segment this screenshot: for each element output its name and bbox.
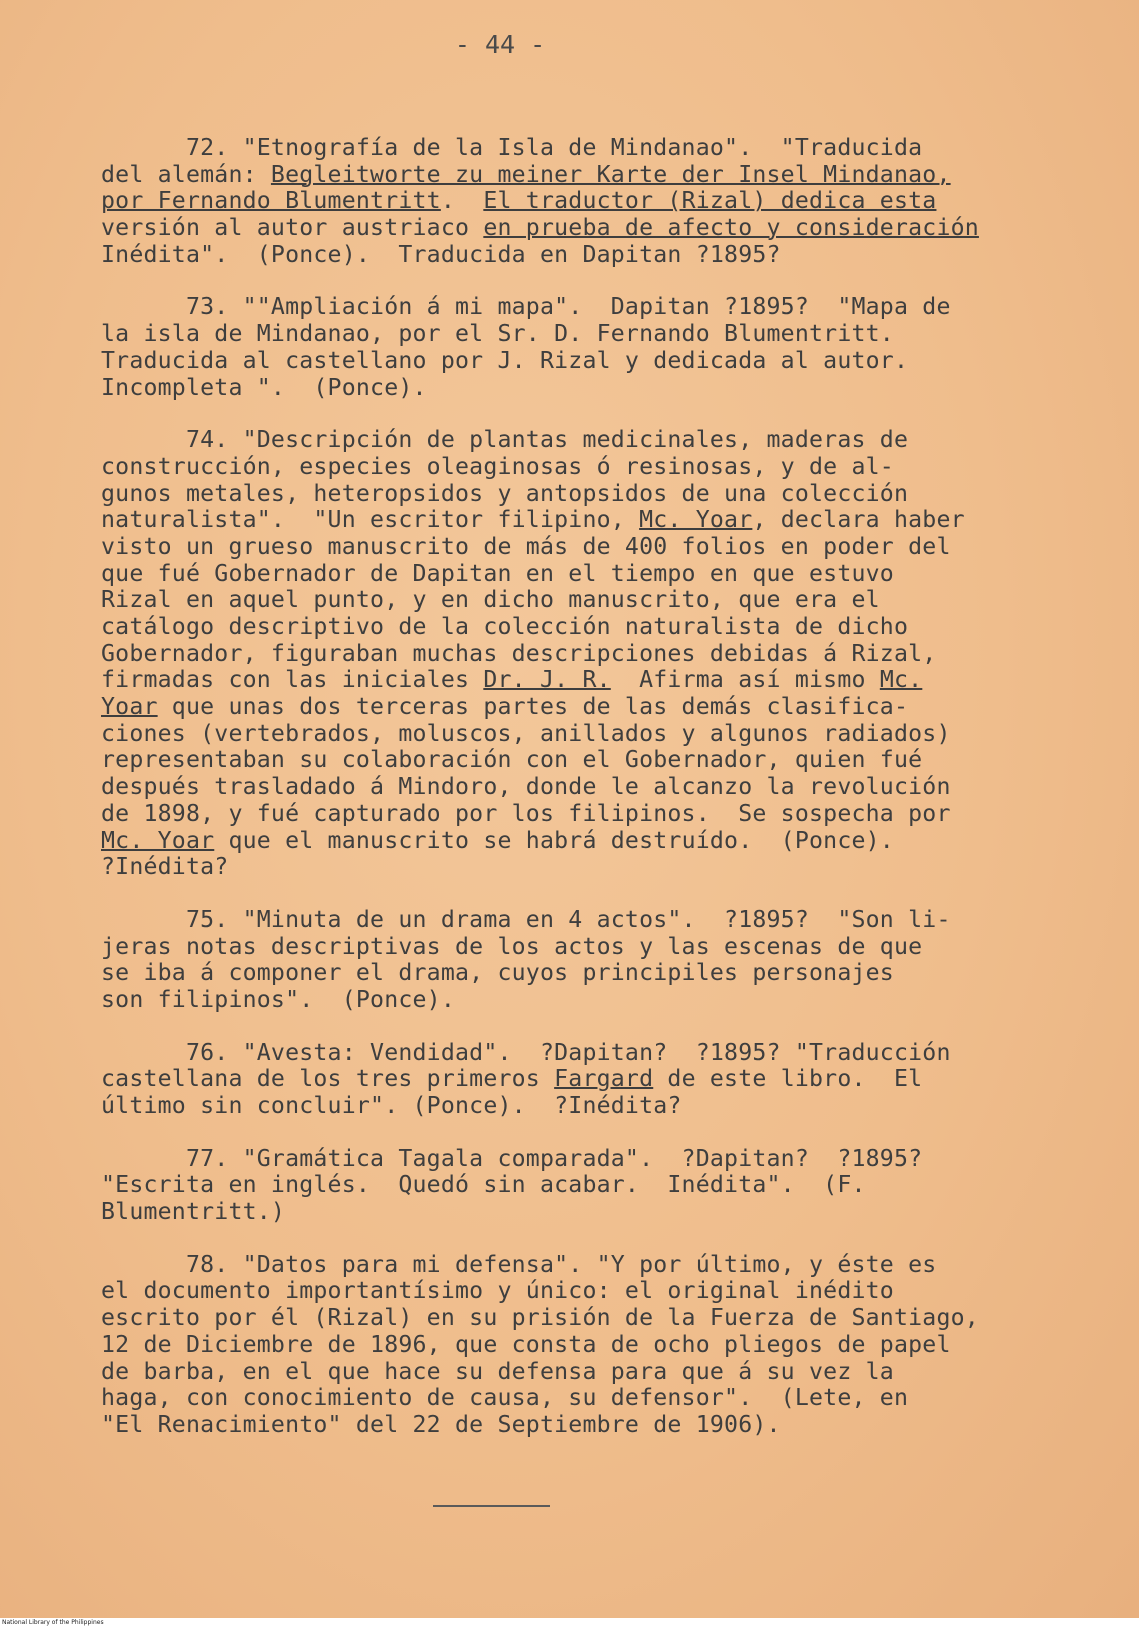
text-line [101,614,1091,641]
text-line [101,1278,1091,1305]
text-line [101,507,1091,534]
text-segment: Rizal en aquel punto, y en dicho manuscrito, que era el [101,586,880,614]
text-segment: que el manuscrito se habrá destruído. (Ponce). [214,826,894,854]
text-segment: ?Inédita? [101,853,229,881]
text-segment: que unas dos terceras partes de las demás clasifica- [157,693,909,721]
text-segment: jeras notas descriptivas de los actos y las escenas de que [101,932,923,960]
text-line [101,294,1091,321]
text-line [101,1385,1091,1412]
text-line [101,1146,1091,1173]
text-segment: Afirma así mismo [610,666,880,694]
text-segment: de este libro. El [653,1065,923,1093]
text-segment: versión al autor austriaco [101,214,484,242]
text-segment: el documento importantísimo y único: el original inédito [101,1277,894,1305]
entry [101,135,1091,268]
text-segment: escrito por él (Rizal) en su prisión de la Fuerza de Santiago, [101,1304,979,1332]
underlined-text: Mc. Yoar [639,506,753,534]
text-line [101,481,1091,508]
text-line [101,1332,1091,1359]
footer-credit: National Library of the Philippines [0,1618,1139,1628]
text-segment: último sin concluir". (Ponce). ?Inédita? [101,1092,682,1119]
text-line [101,1199,1091,1226]
entry [101,1146,1091,1226]
page-number: - 44 - [454,30,546,59]
underlined-text: por Fernando Blumentritt [101,187,441,215]
closing-rule [433,1505,550,1507]
text-line [101,242,1091,269]
text-segment: firmadas con las iniciales [101,666,484,694]
underlined-text: en prueba de afecto y consideración [483,214,979,242]
text-line [101,774,1091,801]
text-line [101,721,1091,748]
text-line [101,1305,1091,1332]
text-segment: Blumentritt.) [101,1198,286,1226]
text-line [101,667,1091,694]
text-line [101,747,1091,774]
text-line [101,1093,1091,1120]
text-segment: Incompleta ". (Ponce). [101,373,427,401]
text-segment: naturalista". "Un escritor filipino, [101,506,640,534]
text-line [101,348,1091,375]
text-segment: 74. "Descripción de plantas medicinales, maderas de [101,426,909,454]
underlined-text: Begleitworte zu meiner Karte der Insel Mindanao, [270,160,951,188]
text-segment: catálogo descriptivo de la colección naturalista de dicho [101,613,909,640]
text-segment: construcción, especies oleaginosas ó resinosas, y de al- [101,452,894,480]
text-segment: , declara haber [752,506,965,534]
text-segment: representaban su colaboración con el Gobernador, quien fué [101,746,923,774]
text-segment: ciones (vertebrados, moluscos, anillados y algunos radiados) [101,719,951,747]
entry [101,294,1091,401]
entry [101,427,1091,881]
text-segment: haga, con conocimiento de causa, su defensor". (Lete, en [101,1384,909,1412]
text-line [101,375,1091,402]
text-segment: 75. "Minuta de un drama en 4 actos". ?1895? "Son li- [101,905,951,933]
text-line [101,534,1091,561]
entry [101,907,1091,1014]
text-segment: de barba, en el que hace su defensa para que á su vez la [101,1357,894,1385]
text-line [101,215,1091,242]
text-segment: 12 de Diciembre de 1896, que consta de ocho pliegos de papel [101,1330,951,1358]
underlined-text: Dr. J. R. [483,666,611,694]
text-line [101,1066,1091,1093]
text-segment: 72. "Etnografía de la Isla de Mindanao". "Traducida [101,134,923,161]
underlined-text: Mc. [879,666,923,694]
text-line [101,1359,1091,1386]
text-segment: 77. "Gramática Tagala comparada". ?Dapitan? ?1895? [101,1144,923,1172]
text-segment: Traducida al castellano por J. Rizal y dedicada al autor. [101,346,909,374]
text-line [101,641,1091,668]
text-segment: gunos metales, heteropsidos y antopsidos de una colección [101,479,909,507]
text-line [101,1040,1091,1067]
underlined-text: Mc. Yoar [101,826,215,854]
text-segment: Inédita". (Ponce). Traducida en Dapitan ?1895? [101,240,781,268]
text-line [101,188,1091,215]
text-line [101,828,1091,855]
text-line [101,934,1091,961]
text-segment: 73. ""Ampliación á mi mapa". Dapitan ?1895? "Mapa de [101,293,951,321]
text-line [101,1252,1091,1279]
text-segment: visto un grueso manuscrito de más de 400 folios en poder del [101,532,951,560]
text-line [101,454,1091,481]
underlined-text: Fargard [554,1065,654,1093]
document-body [101,135,1091,1465]
text-segment: son filipinos". (Ponce). [101,985,456,1013]
text-line [101,162,1091,189]
text-segment: Gobernador, figuraban muchas descripciones debidas á Rizal, [101,639,937,667]
text-segment: se iba á componer el drama, cuyos principiles personajes [101,959,894,987]
text-segment: castellana de los tres primeros [101,1065,555,1093]
entry [101,1252,1091,1439]
text-line [101,427,1091,454]
text-segment: que fué Gobernador de Dapitan en el tiempo en que estuvo [101,559,894,587]
text-line [101,854,1091,881]
text-line [101,587,1091,614]
text-line [101,907,1091,934]
text-line [101,321,1091,348]
entry [101,1040,1091,1120]
text-segment: la isla de Mindanao, por el Sr. D. Fernando Blumentritt. [101,320,894,348]
text-line [101,694,1091,721]
text-segment: 78. "Datos para mi defensa". "Y por último, y éste es [101,1250,937,1278]
underlined-text: Yoar [101,693,158,721]
text-segment: . [440,187,484,215]
text-line [101,960,1091,987]
text-segment: después trasladado á Mindoro, donde le alcanzo la revolución [101,773,951,801]
underlined-text: El traductor (Rizal) dedica esta [483,187,937,215]
text-segment: "El Renacimiento" del 22 de Septiembre de 1906). [101,1410,781,1438]
text-line [101,135,1091,162]
text-line [101,1172,1091,1199]
text-line [101,561,1091,588]
text-line [101,801,1091,828]
text-segment: "Escrita en inglés. Quedó sin acabar. Inédita". (F. [101,1171,866,1199]
text-segment: 76. "Avesta: Vendidad". ?Dapitan? ?1895? "Traducción [101,1038,951,1066]
text-line [101,1412,1091,1439]
text-segment: de 1898, y fué capturado por los filipinos. Se sospecha por [101,799,951,827]
text-segment: del alemán: [101,160,271,188]
text-line [101,987,1091,1014]
